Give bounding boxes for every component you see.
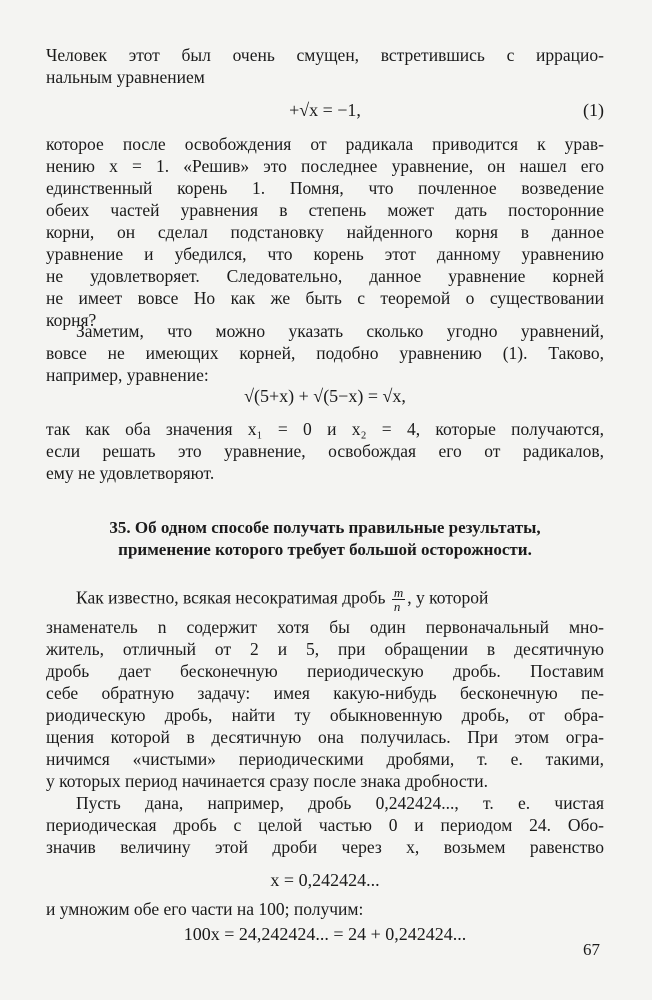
text-line: корня? [46,310,97,330]
text-line: не имеет вовсе Но как же быть с теоремой о существовании [46,288,604,308]
text-line: дробь дает бесконечную периодическую дробь. Поставим [46,661,604,681]
text-line: единственный корень 1. Помня, что почленное возведение [46,178,604,198]
text-fragment: , у которой [407,587,489,608]
text-line: ничимся «чистыми» периодическими дробями, т. е. такими, [46,749,604,769]
text-line: если решать это уравнение, освобождая его от радикалов, [46,441,604,461]
text-line: корни, он сделал подстановку найденного корня в данное [46,222,604,242]
inline-fraction [392,586,405,613]
text-line: например, уравнение: [46,365,209,385]
text-line: Пусть дана, например, дробь 0,242424..., т. е. чистая [76,793,604,813]
equation-number: (1) [583,100,604,120]
equation-1 [46,98,604,122]
equation-formula: +√x = −1, [289,100,361,120]
text-line: житель, отличный от 2 и 5, при обращении в десятичную [46,639,604,659]
text-line: ему не удовлетворяют. [46,463,215,483]
text-line: себе обратную задачу: имея какую-нибудь бесконечную пе- [46,683,604,703]
text-line: Человек этот был очень смущен, встретившись с иррацио- [46,45,604,65]
text-line: риодическую дробь, найти ту обыкновенную дробь, от обра- [46,705,604,725]
text-line: вовсе не имеющих корней, подобно уравнению (1). Таково, [46,343,604,363]
equation-3 [46,868,604,892]
text-line: так как оба значения x₁ = 0 и x₂ = 4, которые получаются, [46,419,604,439]
equation-2 [46,384,604,408]
text-line: нению x = 1. «Решив» это последнее уравнение, он нашел его [46,156,604,176]
section-heading-line: применение которого требует большой осторожности. [118,540,532,559]
text-line: нальным уравнением [46,67,205,87]
text-line: периодическая дробь с целой частью 0 и периодом 24. Обо- [46,815,604,835]
text-line: знаменатель n содержит хотя бы один первоначальный мно- [46,617,604,637]
text-line: уравнение и убедился, что корень этот данному уравнению [46,244,604,264]
text-line: у которых период начинается сразу после знака дробности. [46,771,488,791]
equation-formula: √(5+x) + √(5−x) = √x, [244,386,406,406]
equation-formula: x = 0,242424... [270,870,380,890]
text-line: щения которой в десятичную она получилась. При этом огра- [46,727,604,747]
page-number: 67 [583,940,600,959]
text-line: и умножим обе его части на 100; получим: [46,899,364,919]
text-line: не удовлетворяет. Следовательно, данное уравнение корней [46,266,604,286]
text-line-with-fraction [76,586,604,613]
text-line: значив величину этой дроби через x, возьмем равенство [46,837,604,857]
fraction-numerator: m [393,585,404,600]
text-line: которое после освобождения от радикала приводится к урав- [46,134,604,154]
equation-formula: 100x = 24,242424... = 24 + 0,242424... [183,924,467,944]
section-heading-line: 35. Об одном способе получать правильные результаты, [109,518,541,537]
equation-4 [46,922,604,946]
text-line: обеих частей уравнения в степень может дать посторонние [46,200,604,220]
text-line: Заметим, что можно указать сколько угодно уравнений, [76,321,604,341]
fraction-denominator: n [393,599,401,614]
text-fragment: Как известно, всякая несократимая дробь [76,587,386,608]
